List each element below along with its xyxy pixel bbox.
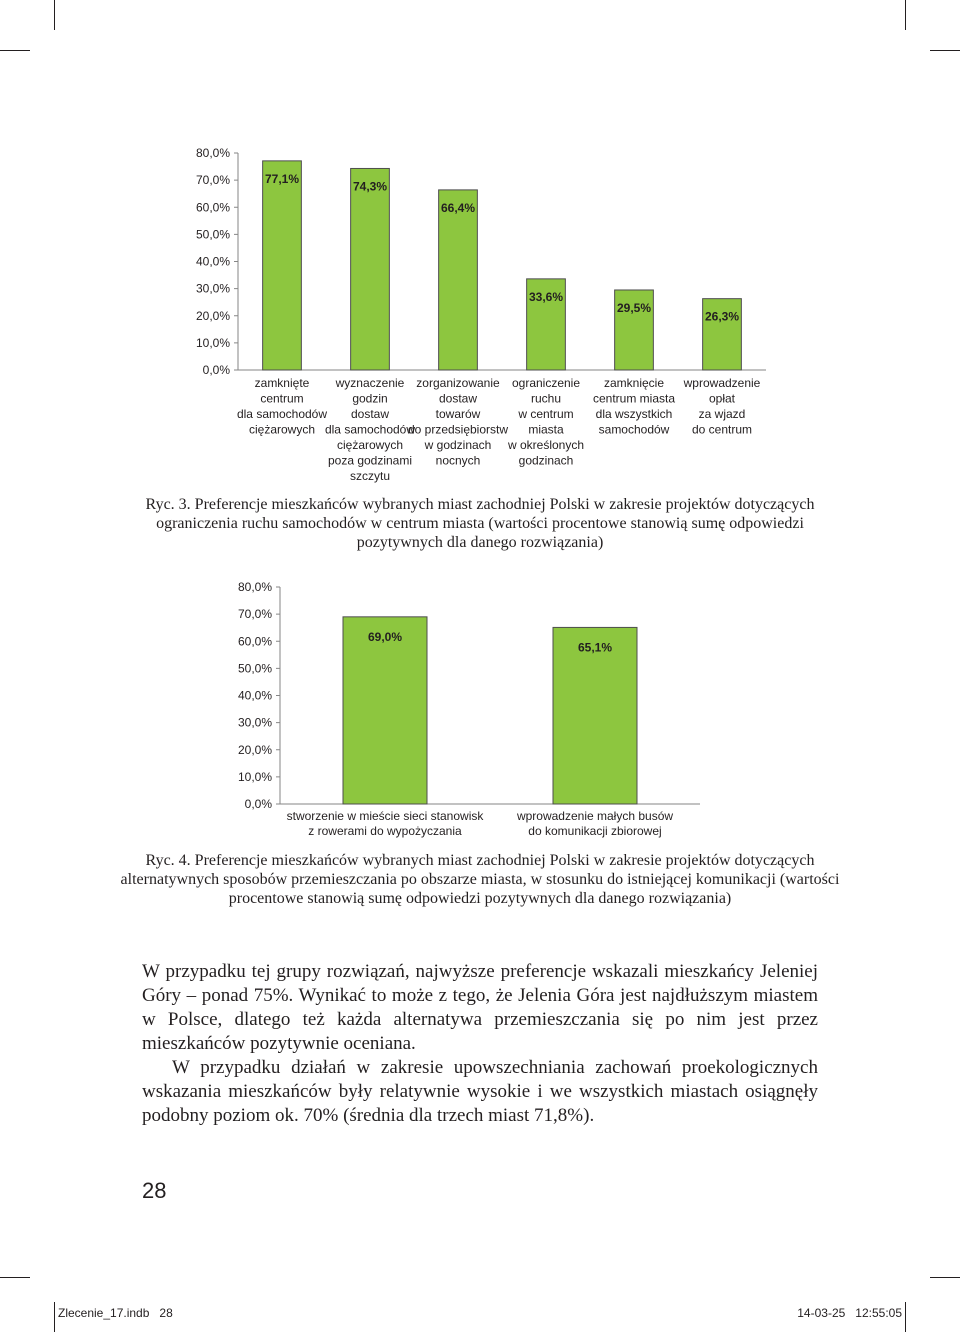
chart-ryc3 <box>0 0 960 500</box>
data-label: 26,3% <box>704 309 740 324</box>
x-tick-label: wyznaczenie <box>335 376 405 390</box>
x-tick-label: dla wszystkich <box>595 407 673 421</box>
y-tick-label: 10,0% <box>195 335 230 350</box>
y-tick-label: 60,0% <box>237 634 272 649</box>
x-tick-label: centrum <box>260 391 304 406</box>
y-tick-label: 50,0% <box>237 661 272 676</box>
footer-timestamp: 14-03-25 12:55:05 <box>797 1306 902 1320</box>
data-label: 33,6% <box>528 289 564 304</box>
data-label: 29,5% <box>616 300 652 315</box>
x-tick-label: centrum miasta <box>592 391 676 406</box>
y-tick-label: 30,0% <box>195 281 230 296</box>
bar <box>343 617 427 804</box>
x-tick-label: zorganizowanie <box>416 376 500 390</box>
x-tick-label: za wjazd <box>698 407 746 421</box>
x-tick-label: poza godzinami <box>327 453 413 468</box>
x-tick-label: miasta <box>528 422 564 437</box>
y-tick-label: 20,0% <box>195 308 230 323</box>
bar <box>263 161 302 370</box>
x-tick-label: do centrum <box>691 422 753 437</box>
y-tick-label: 70,0% <box>237 607 272 622</box>
data-label: 65,1% <box>577 640 613 655</box>
x-tick-label: ruchu <box>530 391 562 406</box>
x-tick-label: w określonych <box>507 438 585 452</box>
data-label: 74,3% <box>352 179 388 194</box>
x-tick-label: zamknięte <box>254 376 310 390</box>
caption-ryc3: Ryc. 3. Preferencje mieszkańców wybranych miast zachodniej Polski w zakresie projektów dotyczących ograniczenia ruchu samochodów w centrum miasta (wartości procentowe stanowią sumę odpowiedzi pozytywnych dla danego rozwiązania) <box>145 496 815 551</box>
x-tick-label: samochodów <box>598 422 670 437</box>
x-tick-label: godzin <box>352 391 388 406</box>
x-tick-label: towarów <box>435 407 481 421</box>
y-tick-label: 10,0% <box>237 769 272 784</box>
y-tick-label: 30,0% <box>237 715 272 730</box>
x-tick-label: ciężarowych <box>336 438 404 452</box>
crop-mark <box>905 1302 906 1332</box>
footer-file: Zlecenie_17.indb 28 <box>58 1306 173 1320</box>
y-tick-label: 70,0% <box>195 173 230 188</box>
x-tick-label: w centrum <box>518 407 574 421</box>
y-tick-label: 50,0% <box>195 227 230 242</box>
bar <box>351 168 390 370</box>
x-tick-label: dla samochodów <box>236 407 328 421</box>
y-tick-label: 60,0% <box>195 200 230 215</box>
data-label: 66,4% <box>440 200 476 215</box>
crop-mark <box>930 1277 960 1278</box>
data-label: 69,0% <box>367 629 403 644</box>
x-tick-label: opłat <box>708 391 736 406</box>
x-tick-label: w godzinach <box>424 438 492 452</box>
x-tick-label: ograniczenie <box>511 376 581 390</box>
page-number: 28 <box>142 1178 167 1203</box>
caption-ryc4: Ryc. 4. Preferencje mieszkańców wybranych miast zachodniej Polski w zakresie projektów dotyczących alternatywnych sposobów przemieszczania po obszarze miasta, w stosunku do istniejącej komunikacji (wartości procentowe stanowią sumę odpowiedzi pozytywnych dla danego rozwiązania) <box>120 852 840 907</box>
paragraph: W przypadku tej grupy rozwiązań, najwyższe preferencje wskazali mieszkańcy Jeleniej Góry – ponad 75%. Wynikać to może z tego, że Jelenia Góra jest najdłuższym miastem w Polsce, dlatego też każda alternatywa przemieszczania się po nim jest przez mieszkańców pozytywnie oceniana. <box>142 961 818 1054</box>
x-tick-label: wprowadzenie <box>683 376 761 390</box>
y-tick-label: 0,0% <box>244 797 272 811</box>
paragraph: W przypadku działań w zakresie upowszechniania zachowań proekologicznych wskazania mieszkańców były relatywnie wysokie i we wszystkich miastach osiągnęły podobny poziom ok. 70% (średnia dla trzech miast 71,8%). <box>142 1057 818 1126</box>
y-tick-label: 20,0% <box>237 742 272 757</box>
x-tick-label: szczytu <box>349 469 391 483</box>
y-tick-label: 40,0% <box>237 688 272 703</box>
crop-mark <box>54 1302 55 1332</box>
y-tick-label: 40,0% <box>195 254 230 269</box>
bar <box>439 190 478 370</box>
x-tick-label: ciężarowych <box>248 422 316 437</box>
x-tick-label: do przedsiębiorstw <box>407 422 509 437</box>
x-tick-label: zamknięcie <box>603 376 665 390</box>
x-tick-label: z rowerami do wypożyczania <box>308 824 462 838</box>
body-text <box>142 960 818 1128</box>
x-tick-label: stworzenie w mieście sieci stanowisk <box>286 809 484 823</box>
y-tick-label: 0,0% <box>202 363 230 377</box>
x-tick-label: nocnych <box>435 453 481 468</box>
y-tick-label: 80,0% <box>195 146 230 160</box>
x-tick-label: godzinach <box>518 453 574 468</box>
data-label: 77,1% <box>264 171 300 186</box>
y-tick-label: 80,0% <box>237 580 272 594</box>
x-tick-label: dostaw <box>350 407 390 421</box>
x-tick-label: dla samochodów <box>324 422 416 437</box>
x-tick-label: dostaw <box>438 391 478 406</box>
chart-ryc4 <box>0 570 960 850</box>
x-tick-label: wprowadzenie małych busów <box>516 809 674 823</box>
crop-mark <box>0 1277 30 1278</box>
x-tick-label: do komunikacji zbiorowej <box>528 824 662 838</box>
